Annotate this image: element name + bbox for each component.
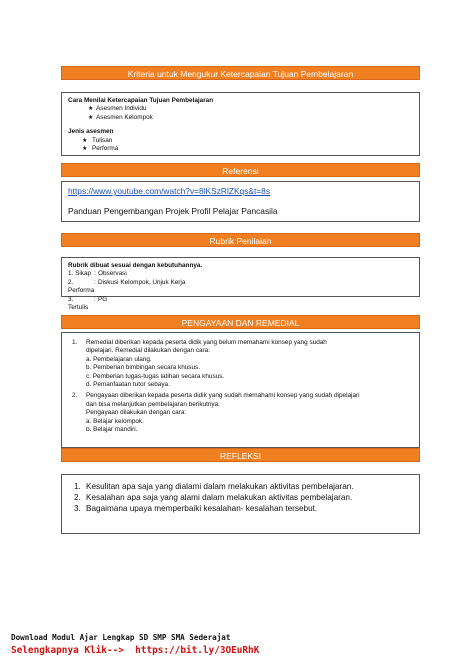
refleksi-item: 1. Kesulitan apa saja yang dialami dalam melakukan aktivitas pembelajaran. xyxy=(74,482,354,491)
star-icon: ★ xyxy=(82,146,88,153)
remedial-header: PENGAYAAN DAN REMEDIAL xyxy=(61,315,420,329)
star-icon: ★ xyxy=(82,137,88,144)
footer xyxy=(11,632,259,658)
star-icon: ★ xyxy=(88,114,94,121)
rubrik-row: 1. Sikap : Observasi xyxy=(68,270,127,278)
cara-title: Cara Menilai Ketercapaian Tujuan Pembelajaran xyxy=(68,97,214,104)
cara-item: ★ Asesmen Individu xyxy=(88,105,147,113)
rubrik-row: 2. Performa : Diskusi Kelompok, Unjuk Kerja xyxy=(68,278,186,295)
remedial-item: 2. Pengayaan diberikan kepada peserta didik yang sudah memahami konsep yang sudah dipelajari dan bisa melanjutkan pembelajaran berikutnya. Pengayaan dilakukan dengan cara: a. Belajar kelompok. b. Belajar mandiri. xyxy=(72,392,360,434)
jenis-item: ★ Tulisan xyxy=(82,136,113,144)
footer-link[interactable]: Selengkapnya Klik--> https://bit.ly/3OEuRhK xyxy=(11,645,260,656)
rubrik-section xyxy=(61,233,420,312)
refleksi-header: REFLEKSI xyxy=(61,448,420,462)
kriteria-box xyxy=(61,92,420,156)
referensi-box xyxy=(61,181,420,222)
rubrik-box xyxy=(61,257,420,312)
referensi-section xyxy=(61,163,420,222)
remedial-item: 1. Remedial diberikan kepada peserta didik yang belum memahami konsep yang sudah dipelajari. Remedial dilakukan dengan cara: a. Pembelajaran ulang. b. Pemberian bimbingan secara khusus. c. Pemberian tugas-tugas latihan secara khusus. d. Pemanfaatan tutor sebaya. xyxy=(72,339,327,389)
cara-item: ★ Asesmen Kelompok xyxy=(88,113,153,121)
kriteria-section xyxy=(61,66,420,156)
refleksi-box xyxy=(61,474,420,534)
refleksi-item: 3. Bagaimana upaya memperbaiki kesalahan- kesalahan tersebut. xyxy=(74,504,318,513)
rubrik-intro: Rubrik dibuat sesuai dengan kebutuhannya. xyxy=(68,262,203,269)
star-icon: ★ xyxy=(88,106,94,113)
rubrik-row: 3. Tertulis : PG xyxy=(68,295,108,312)
jenis-title: Jenis asesmen xyxy=(68,128,114,136)
referensi-link[interactable]: https://www.youtube.com/watch?v=8lKSzRlZKqs&t=8s xyxy=(68,186,271,196)
refleksi-item: 2. Kesalahan apa saja yang alami dalam melakukan aktivitas pembelajaran. xyxy=(74,493,353,502)
referensi-header: Referensi xyxy=(61,163,420,177)
refleksi-section xyxy=(61,448,420,534)
remedial-section xyxy=(61,315,420,448)
jenis-item: ★ Performa xyxy=(82,145,119,153)
remedial-box xyxy=(61,332,420,448)
referensi-text: Panduan Pengembangan Projek Profil Pelajar Pancasila xyxy=(68,206,278,217)
rubrik-header: Rubrik Penilaian xyxy=(61,233,420,247)
footer-download-text: Download Modul Ajar Lengkap SD SMP SMA Sederajat xyxy=(11,633,231,642)
kriteria-header: Kriteria untuk Mengukur Ketercapaian Tujuan Pembelajaran xyxy=(61,66,420,80)
